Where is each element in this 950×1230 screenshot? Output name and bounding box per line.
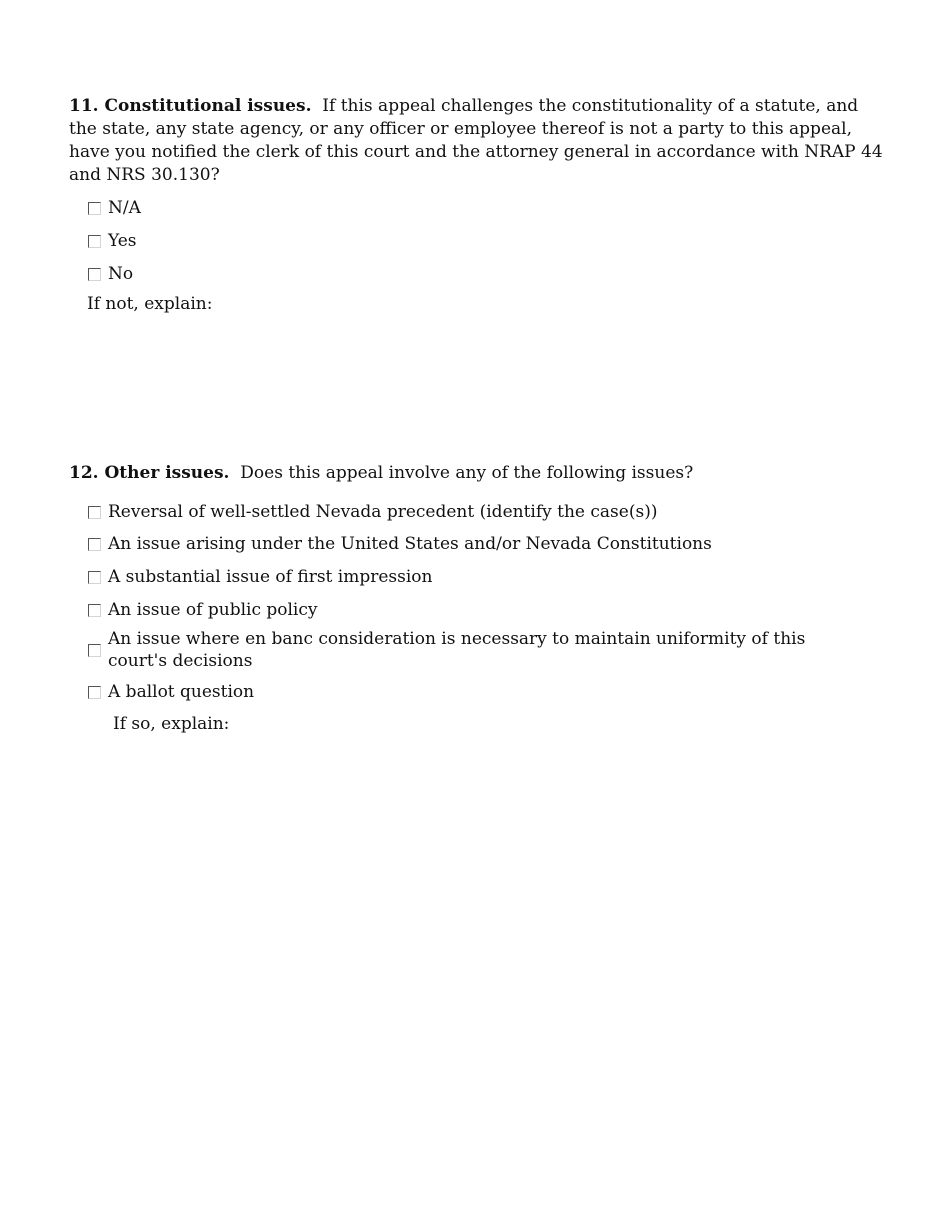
section-11-question-block xyxy=(69,95,889,187)
checkbox-ballot-question[interactable] xyxy=(88,686,101,699)
section-11-question: If this appeal challenges the constitutionality of a statute, and the state, any state agency, or any officer or employee thereof is not a party to this appeal, have you notified the clerk of this court and the attorney general in accordance with NRAP 44 and NRS 30.130? xyxy=(69,96,883,185)
checkbox-reversal-precedent[interactable] xyxy=(88,506,101,519)
checkbox-na[interactable] xyxy=(88,202,101,215)
checkbox-yes[interactable] xyxy=(88,235,101,248)
option-en-banc[interactable] xyxy=(88,628,808,672)
option-first-impression[interactable] xyxy=(88,566,432,588)
option-reversal-precedent-label: Reversal of well-settled Nevada precedent (identify the case(s)) xyxy=(108,502,658,522)
option-public-policy[interactable] xyxy=(88,599,318,621)
option-na[interactable] xyxy=(88,197,141,219)
option-no[interactable] xyxy=(88,263,133,285)
option-yes-label: Yes xyxy=(108,231,137,251)
option-ballot-question-label: A ballot question xyxy=(108,682,255,702)
checkbox-first-impression[interactable] xyxy=(88,571,101,584)
section-12-question: Does this appeal involve any of the following issues? xyxy=(240,463,694,483)
section-12-question-block xyxy=(69,462,889,485)
checkbox-constitutions[interactable] xyxy=(88,538,101,551)
option-na-label: N/A xyxy=(108,198,141,218)
checkbox-public-policy[interactable] xyxy=(88,604,101,617)
option-en-banc-label: An issue where en banc consideration is necessary to maintain uniformity of this court's decisions xyxy=(108,629,806,671)
section-12-explain-field[interactable] xyxy=(113,740,883,1140)
section-12-heading: 12. Other issues. xyxy=(69,463,230,483)
option-public-policy-label: An issue of public policy xyxy=(108,600,318,620)
section-12-explain-label: If so, explain: xyxy=(113,714,230,734)
option-yes[interactable] xyxy=(88,230,137,252)
option-constitutions[interactable] xyxy=(88,533,712,555)
checkbox-en-banc[interactable] xyxy=(88,644,101,657)
option-constitutions-label: An issue arising under the United States and/or Nevada Constitutions xyxy=(108,534,712,554)
section-11-heading: 11. Constitutional issues. xyxy=(69,96,312,116)
option-reversal-precedent[interactable] xyxy=(88,501,657,523)
option-first-impression-label: A substantial issue of first impression xyxy=(108,567,433,587)
option-ballot-question[interactable] xyxy=(88,681,254,703)
section-11-explain-label: If not, explain: xyxy=(87,294,213,314)
checkbox-no[interactable] xyxy=(88,268,101,281)
option-no-label: No xyxy=(108,264,134,284)
section-11-explain-field[interactable] xyxy=(87,320,877,440)
